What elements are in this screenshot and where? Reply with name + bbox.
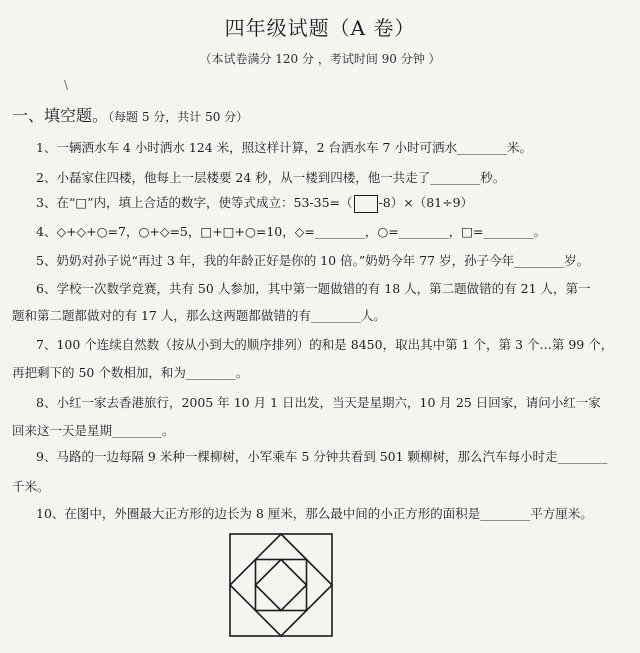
question-9-line-1: 9、马路的一边每隔 9 米种一棵柳树，小军乘车 5 分钟共看到 501 颗柳树，那么汽车每小时走________ xyxy=(36,449,608,464)
stray-mark: \ xyxy=(64,78,69,92)
question-3-text-end: -8）×（81÷9） xyxy=(378,195,474,210)
question-8-line-1: 8、小红一家去香港旅行，2005 年 10 月 1 日出发，当天是星期六，10 月 25 日回家，请问小红一家 xyxy=(36,395,601,410)
question-6-line-2: 题和第二题都做对的有 17 人，那么这两题都做错的有________人。 xyxy=(12,308,386,323)
question-2: 2、小磊家住四楼，他每上一层楼要 24 秒，从一楼到四楼，他一共走了________秒。 xyxy=(36,170,506,185)
rotated-square xyxy=(230,534,332,636)
question-5: 5、奶奶对孙子说“再过 3 年，我的年龄正好是你的 10 倍。”奶奶今年 77 岁，孙子今年________岁。 xyxy=(36,253,590,268)
section-title: 一、填空题。 xyxy=(12,106,109,125)
nested-squares-figure-icon xyxy=(228,532,334,638)
middle-square xyxy=(256,560,307,611)
section-heading xyxy=(12,103,248,126)
question-1: 1、一辆洒水车 4 小时洒水 124 米，照这样计算，2 台洒水车 7 小时可洒水________米。 xyxy=(36,140,532,155)
question-10: 10、在图中，外圈最大正方形的边长为 8 厘米，那么最中间的小正方形的面积是________平方厘米。 xyxy=(36,506,593,521)
question-9-line-2: 千米。 xyxy=(12,479,50,494)
question-3 xyxy=(36,193,473,213)
question-4: 4、◇+◇+○=7，○+◇=5，□+□+○=10，◇=________，○=________，□=________。 xyxy=(36,224,546,239)
question-7-line-1: 7、100 个连续自然数（按从小到大的顺序排列）的和是 8450，取出其中第 1 个，第 3 个…第 99 个， xyxy=(36,337,614,352)
outer-square xyxy=(230,534,332,636)
question-6-line-1: 6、学校一次数学竞赛，共有 50 人参加，其中第一题做错的有 18 人，第二题做错的有 21 人，第一 xyxy=(36,281,591,296)
exam-info: （本试卷满分 120 分 ，考试时间 90 分钟 ） xyxy=(199,52,441,66)
question-7-line-2: 再把剩下的 50 个数相加，和为________。 xyxy=(12,365,249,380)
question-8-line-2: 回来这一天是星期________。 xyxy=(12,423,175,438)
inner-rotated-square xyxy=(256,560,307,611)
page-title: 四年级试题（A 卷） xyxy=(224,16,416,40)
question-3-text: 3、在“□”内，填上合适的数字，使等式成立：53-35=（ xyxy=(36,195,353,210)
section-scoring-note: （每题 5 分，共计 50 分） xyxy=(108,110,249,124)
answer-box xyxy=(354,195,378,213)
